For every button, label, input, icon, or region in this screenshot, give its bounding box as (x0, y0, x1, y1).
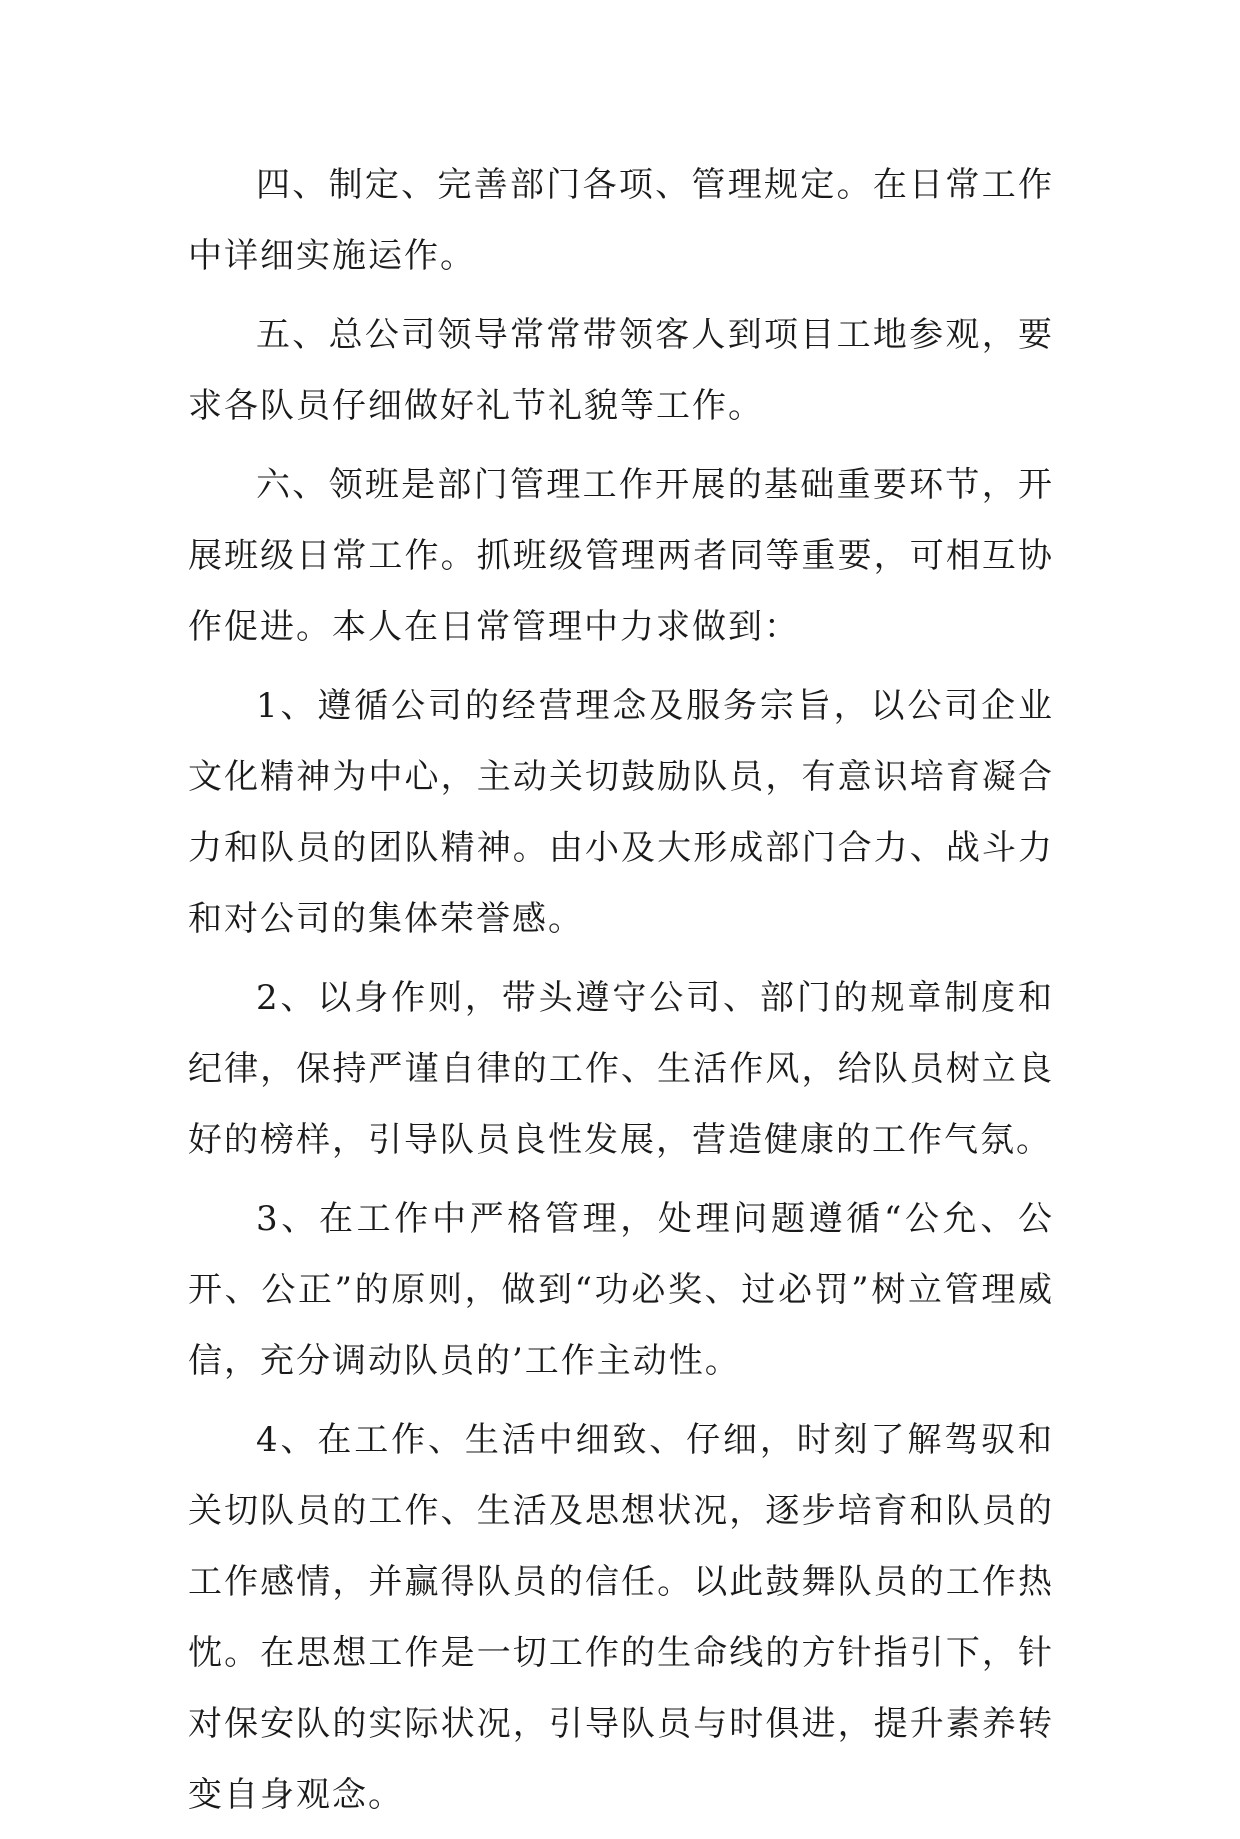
list-item-3: 3、在工作中严格管理，处理问题遵循“公允、公开、公正”的原则，做到“功必奖、过必罚”树立管理威信，充分调动队员的’工作主动性。 (188, 1199, 1054, 1381)
list-item-2: 2、以身作则，带头遵守公司、部门的规章制度和纪律，保持严谨自律的工作、生活作风，给队员树立良好的榜样，引导队员良性发展，营造健康的工作气氛。 (188, 978, 1054, 1160)
list-item-1: 1、遵循公司的经营理念及服务宗旨，以公司企业文化精神为中心，主动关切鼓励队员，有意识培育凝合力和队员的团队精神。由小及大形成部门合力、战斗力和对公司的集体荣誉感。 (188, 686, 1054, 939)
list-item-4: 4、在工作、生活中细致、仔细，时刻了解驾驭和关切队员的工作、生活及思想状况，逐步培育和队员的工作感情，并赢得队员的信任。以此鼓舞队员的工作热忱。在思想工作是一切工作的生命线的方针指引下，针对保安队的实际状况，引导队员与时俱进，提升素养转变自身观念。 (188, 1420, 1054, 1815)
paragraph-six: 六、领班是部门管理工作开展的基础重要环节，开展班级日常工作。抓班级管理两者同等重要，可相互协作促进。本人在日常管理中力求做到： (188, 465, 1054, 647)
document-body (188, 150, 1054, 1839)
paragraph-four: 四、制定、完善部门各项、管理规定。在日常工作中详细实施运作。 (188, 165, 1054, 276)
paragraph-five: 五、总公司领导常常带领客人到项目工地参观，要求各队员仔细做好礼节礼貌等工作。 (188, 315, 1054, 426)
